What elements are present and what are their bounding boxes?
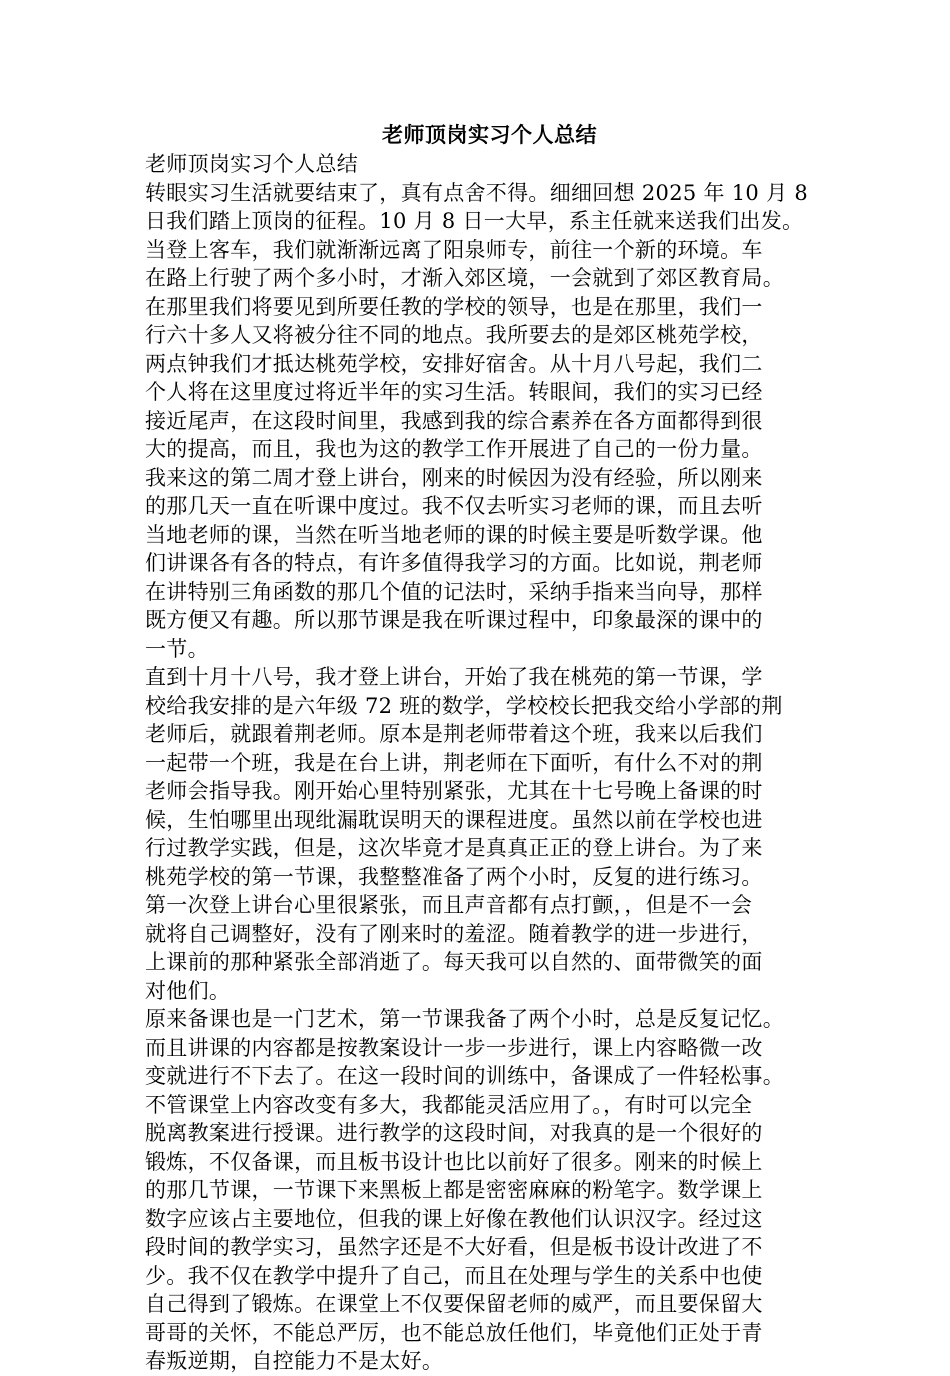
text-line: 当地老师的课，当然在听当地老师的课的时候主要是听数学课。他 bbox=[145, 522, 763, 547]
text-line: 一节。 bbox=[145, 636, 209, 661]
text-line: 锻炼，不仅备课，而且板书设计也比以前好了很多。刚来的时候上 bbox=[145, 1149, 763, 1174]
text-line: 的那几节课，一节课下来黑板上都是密密麻麻的粉笔字。数学课上 bbox=[145, 1178, 763, 1202]
document-body bbox=[145, 120, 810, 1376]
text-line: 数字应该占主要地位，但我的课上好像在教他们认识汉字。经过这 bbox=[145, 1206, 763, 1231]
text-line: 老师后，就跟着荆老师。原本是荆老师带着这个班，我来以后我们 bbox=[145, 722, 763, 746]
text-line: 变就进行不下去了。在这一段时间的训练中，备课成了一件轻松事。 bbox=[145, 1064, 784, 1088]
document-text-block bbox=[145, 179, 810, 1376]
text-line: 脱离教案进行授课。进行教学的这段时间，对我真的是一个很好的 bbox=[145, 1121, 763, 1145]
text-line: 在那里我们将要见到所要任教的学校的领导，也是在那里，我们一 bbox=[145, 294, 763, 319]
text-line: 桃苑学校的第一节课，我整整准备了两个小时，反复的进行练习。 bbox=[145, 864, 763, 889]
text-line: 段时间的教学实习，虽然字还是不大好看，但是板书设计改进了不 bbox=[145, 1235, 763, 1259]
text-line: 在讲特别三角函数的那几个值的记法时，采纳手指来当向导，那样 bbox=[145, 579, 763, 604]
text-line: 对他们。 bbox=[145, 978, 231, 1003]
text-line: 大的提高，而且，我也为这的教学工作开展进了自己的一份力量。 bbox=[145, 437, 763, 461]
text-line: 当登上客车，我们就渐渐远离了阳泉师专，前往一个新的环境。车 bbox=[145, 237, 763, 262]
text-line: 转眼实习生活就要结束了，真有点舍不得。细细回想 2025 年 10 月 8 bbox=[145, 180, 808, 205]
text-line: 一起带一个班，我是在台上讲，荆老师在下面听，有什么不对的荆 bbox=[145, 750, 763, 775]
text-line: 行过教学实践，但是，这次毕竟才是真真正正的登上讲台。为了来 bbox=[145, 836, 763, 860]
text-line: 候，生怕哪里出现纰漏耽误明天的课程进度。虽然以前在学校也进 bbox=[145, 807, 763, 832]
text-line: 哥哥的关怀，不能总严厉，也不能总放任他们，毕竟他们正处于青 bbox=[145, 1320, 763, 1345]
text-line: 在路上行驶了两个多小时，才渐入郊区境，一会就到了郊区教育局。 bbox=[145, 266, 784, 290]
document-title: 老师顶岗实习个人总结 bbox=[382, 122, 597, 147]
document-subtitle: 老师顶岗实习个人总结 bbox=[145, 152, 358, 176]
text-line: 行六十多人又将被分往不同的地点。我所要去的是郊区桃苑学校， bbox=[145, 323, 763, 347]
text-line: 少。我不仅在教学中提升了自己，而且在处理与学生的关系中也使 bbox=[145, 1263, 763, 1288]
text-line: 自己得到了锻炼。在课堂上不仅要保留老师的威严，而且要保留大 bbox=[145, 1292, 763, 1316]
text-line: 春叛逆期，自控能力不是太好。 bbox=[145, 1349, 444, 1373]
text-line: 我来这的第二周才登上讲台，刚来的时候因为没有经验，所以刚来 bbox=[145, 465, 763, 490]
text-line: 上课前的那种紧张全部消逝了。每天我可以自然的、面带微笑的面 bbox=[145, 950, 763, 974]
text-line: 的那几天一直在听课中度过。我不仅去听实习老师的课，而且去听 bbox=[145, 494, 763, 518]
text-line: 日我们踏上顶岗的征程。10 月 8 日一大早，系主任就来送我们出发。 bbox=[145, 209, 804, 233]
text-line: 不管课堂上内容改变有多大，我都能灵活应用了。，有时可以完全 bbox=[145, 1092, 753, 1117]
text-line: 老师会指导我。刚开始心里特别紧张，尤其在十七号晚上备课的时 bbox=[145, 779, 763, 803]
text-line: 两点钟我们才抵达桃苑学校，安排好宿舍。从十月八号起，我们二 bbox=[145, 351, 763, 376]
text-line: 直到十月十八号，我才登上讲台，开始了我在桃苑的第一节课，学 bbox=[145, 665, 763, 689]
text-line: 个人将在这里度过将近半年的实习生活。转眼间，我们的实习已经 bbox=[145, 380, 763, 404]
text-line: 而且讲课的内容都是按教案设计一步一步进行，课上内容略微一改 bbox=[145, 1035, 763, 1060]
text-line: 校给我安排的是六年级 72 班的数学，学校校长把我交给小学部的荆 bbox=[145, 693, 783, 718]
text-line: 就将自己调整好，没有了刚来时的羞涩。随着教学的进一步进行， bbox=[145, 921, 763, 946]
text-line: 第一次登上讲台心里很紧张，而且声音都有点打颤，，但是不一会 bbox=[145, 893, 753, 917]
text-line: 既方便又有趣。所以那节课是我在听课过程中，印象最深的课中的 bbox=[145, 608, 763, 632]
text-line: 接近尾声，在这段时间里，我感到我的综合素养在各方面都得到很 bbox=[145, 408, 763, 433]
text-line: 们讲课各有各的特点，有许多值得我学习的方面。比如说，荆老师 bbox=[145, 551, 763, 575]
text-line: 原来备课也是一门艺术，第一节课我备了两个小时，总是反复记忆。 bbox=[145, 1007, 784, 1031]
